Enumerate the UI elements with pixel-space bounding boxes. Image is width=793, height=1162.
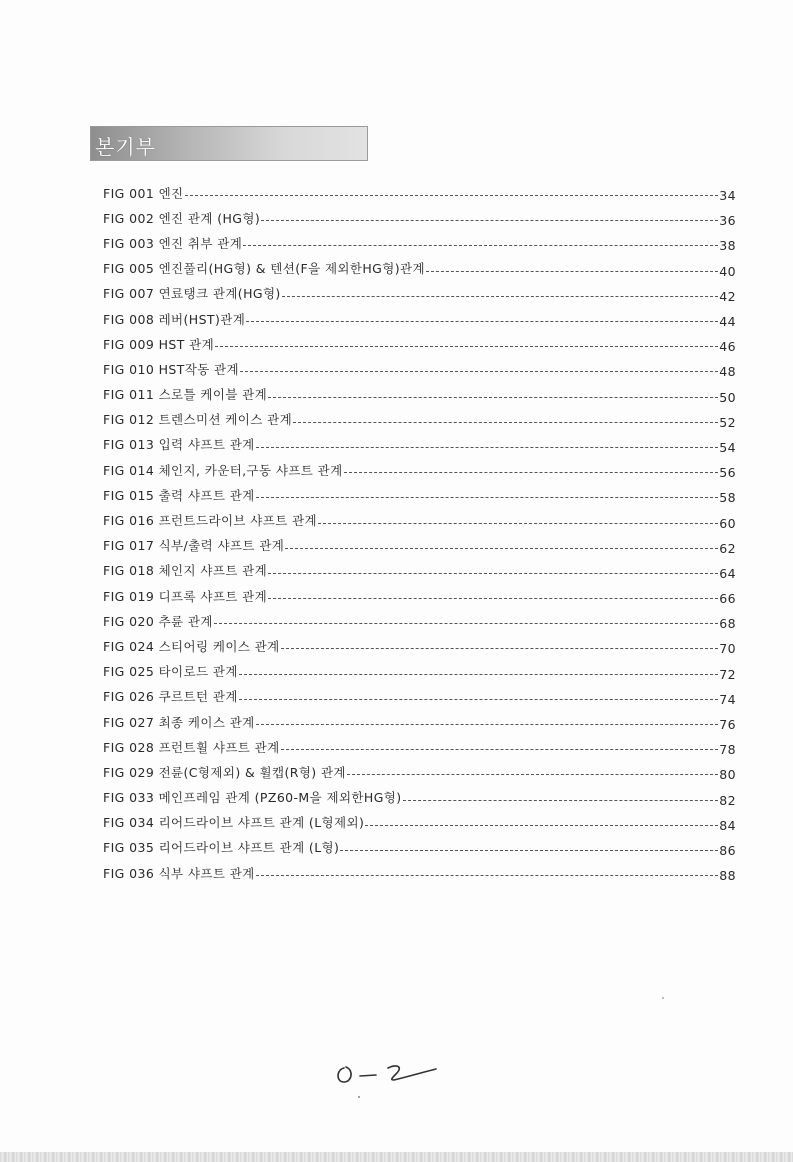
dot-leader <box>347 774 718 775</box>
toc-page-number: 48 <box>719 364 736 380</box>
toc-entry-label: FIG 024 스티어링 케이스 관계 <box>103 638 280 654</box>
dot-leader <box>403 800 719 801</box>
toc-page-number: 54 <box>719 439 736 455</box>
toc-row[interactable] <box>103 432 736 457</box>
toc-entry-label: FIG 003 엔진 취부 관계 <box>103 235 243 251</box>
toc-row[interactable] <box>103 608 736 633</box>
dot-leader <box>365 825 718 826</box>
toc-row[interactable] <box>103 230 736 255</box>
toc-entry-label: FIG 008 레버(HST)관계 <box>103 311 246 327</box>
dot-leader <box>261 220 718 221</box>
toc-page-number: 38 <box>719 238 736 254</box>
toc-page-number: 84 <box>719 817 736 833</box>
toc-page-number: 82 <box>719 792 736 808</box>
toc-entry-label: FIG 025 타이로드 관계 <box>103 664 238 680</box>
toc-page-number: 42 <box>719 288 736 304</box>
toc-row[interactable] <box>103 457 736 482</box>
section-title: 본기부 <box>95 135 156 159</box>
dot-leader <box>243 245 718 246</box>
toc-row[interactable] <box>103 734 736 759</box>
toc-page-number: 68 <box>719 616 736 632</box>
toc-entry-label: FIG 020 추륜 관계 <box>103 613 213 629</box>
toc-entry-label: FIG 015 출력 샤프트 관계 <box>103 487 255 503</box>
handwritten-page-mark <box>332 1054 442 1090</box>
toc-page-number: 72 <box>719 666 736 682</box>
toc-row[interactable] <box>103 684 736 709</box>
dot-leader <box>256 724 719 725</box>
toc-page-number: 62 <box>719 540 736 556</box>
toc-row[interactable] <box>103 180 736 205</box>
section-header <box>90 126 368 161</box>
toc-entry-label: FIG 035 리어드라이브 샤프트 관계 (L형) <box>103 840 340 856</box>
dot-leader <box>318 523 718 524</box>
dot-leader <box>240 371 718 372</box>
toc-row[interactable] <box>103 507 736 532</box>
toc-page-number: 66 <box>719 591 736 607</box>
dot-leader <box>239 674 718 675</box>
dot-leader <box>282 296 719 297</box>
toc-page-number: 74 <box>719 691 736 707</box>
toc-entry-label: FIG 001 엔진 <box>103 185 184 201</box>
dot-leader <box>285 548 718 549</box>
dot-leader <box>268 573 718 574</box>
toc-entry-label: FIG 019 디프록 샤프트 관계 <box>103 588 268 604</box>
toc-entry-label: FIG 034 리어드라이브 샤프트 관계 (L형제외) <box>103 815 365 831</box>
toc-page-number: 34 <box>719 188 736 204</box>
table-of-contents <box>103 180 736 885</box>
toc-entry-label: FIG 010 HST작동 관계 <box>103 361 240 377</box>
toc-row[interactable] <box>103 785 736 810</box>
toc-entry-label: FIG 007 연료탱크 관계(HG형) <box>103 286 281 302</box>
toc-entry-label: FIG 029 전륜(C형제외) & 휠캡(R형) 관계 <box>103 764 346 780</box>
toc-page-number: 88 <box>719 868 736 884</box>
scan-speck <box>358 1096 360 1098</box>
toc-row[interactable] <box>103 356 736 381</box>
dot-leader <box>256 875 719 876</box>
toc-row[interactable] <box>103 407 736 432</box>
toc-entry-label: FIG 016 프런트드라이브 샤프트 관계 <box>103 513 318 529</box>
toc-entry-label: FIG 018 체인지 샤프트 관계 <box>103 563 268 579</box>
toc-entry-label: FIG 002 엔진 관계 (HG형) <box>103 210 261 226</box>
toc-row[interactable] <box>103 482 736 507</box>
dot-leader <box>268 598 718 599</box>
toc-page-number: 78 <box>719 742 736 758</box>
toc-row[interactable] <box>103 558 736 583</box>
toc-page-number: 64 <box>719 565 736 581</box>
toc-page-number: 46 <box>719 339 736 355</box>
toc-page-number: 86 <box>719 842 736 858</box>
dot-leader <box>256 497 719 498</box>
toc-entry-label: FIG 028 프런트휠 샤프트 관계 <box>103 739 280 755</box>
dot-leader <box>281 749 719 750</box>
toc-row[interactable] <box>103 306 736 331</box>
toc-entry-label: FIG 005 엔진풀리(HG형) & 텐션(F을 제외한HG형)관계 <box>103 261 425 277</box>
toc-page-number: 80 <box>719 767 736 783</box>
toc-row[interactable] <box>103 533 736 558</box>
dot-leader <box>214 623 718 624</box>
toc-page-number: 52 <box>719 414 736 430</box>
toc-page-number: 70 <box>719 641 736 657</box>
scan-speck <box>662 997 664 999</box>
toc-page-number: 58 <box>719 490 736 506</box>
toc-row[interactable] <box>103 810 736 835</box>
toc-entry-label: FIG 011 스로틀 케이블 관계 <box>103 387 268 403</box>
toc-row[interactable] <box>103 331 736 356</box>
toc-entry-label: FIG 012 트렌스미션 케이스 관계 <box>103 412 293 428</box>
toc-row[interactable] <box>103 281 736 306</box>
toc-row[interactable] <box>103 205 736 230</box>
toc-page-number: 50 <box>719 389 736 405</box>
dot-leader <box>281 648 719 649</box>
toc-entry-label: FIG 036 식부 샤프트 관계 <box>103 865 255 881</box>
toc-entry-label: FIG 013 입력 샤프트 관계 <box>103 437 255 453</box>
scan-edge <box>0 1152 793 1162</box>
toc-page-number: 76 <box>719 717 736 733</box>
dot-leader <box>185 195 719 196</box>
dot-leader <box>268 397 718 398</box>
toc-row[interactable] <box>103 835 736 860</box>
toc-row[interactable] <box>103 659 736 684</box>
toc-entry-label: FIG 009 HST 관계 <box>103 336 215 352</box>
toc-row[interactable] <box>103 759 736 784</box>
toc-row[interactable] <box>103 256 736 281</box>
toc-entry-label: FIG 026 쿠르트턴 관계 <box>103 689 238 705</box>
toc-page-number: 44 <box>719 314 736 330</box>
dot-leader <box>426 271 718 272</box>
toc-row[interactable] <box>103 633 736 658</box>
dot-leader <box>340 850 718 851</box>
dot-leader <box>293 422 718 423</box>
dot-leader <box>344 472 719 473</box>
dot-leader <box>215 346 718 347</box>
toc-page-number: 40 <box>719 263 736 279</box>
toc-entry-label: FIG 027 최종 케이스 관계 <box>103 714 255 730</box>
toc-row[interactable] <box>103 382 736 407</box>
toc-entry-label: FIG 017 식부/출력 샤프트 관계 <box>103 538 285 554</box>
dot-leader <box>246 321 718 322</box>
toc-entry-label: FIG 014 체인지, 카운터,구동 샤프트 관계 <box>103 462 343 478</box>
toc-row[interactable] <box>103 860 736 885</box>
dot-leader <box>256 447 719 448</box>
toc-row[interactable] <box>103 709 736 734</box>
toc-entry-label: FIG 033 메인프레임 관계 (PZ60-M을 제외한HG형) <box>103 790 402 806</box>
toc-page-number: 36 <box>719 213 736 229</box>
toc-page-number: 56 <box>719 465 736 481</box>
dot-leader <box>239 699 718 700</box>
toc-row[interactable] <box>103 583 736 608</box>
toc-page-number: 60 <box>719 515 736 531</box>
